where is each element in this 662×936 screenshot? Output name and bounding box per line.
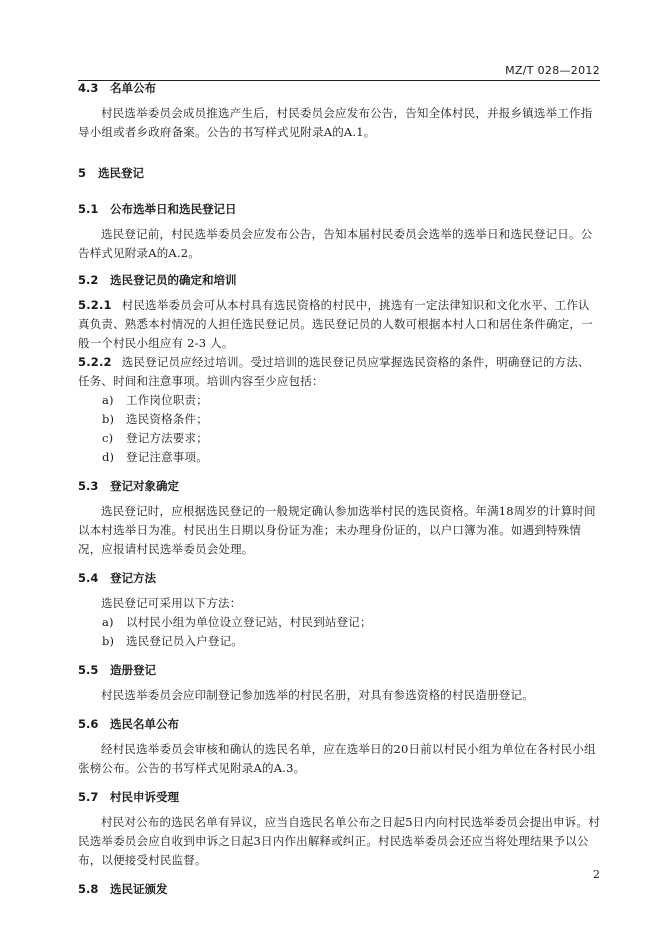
section-5-6-paragraph: 经村民选举委员会审核和确认的选民名单，应在选举日的20日前以村民小组为单位在各村民小组张榜公布。公告的书写样式见附录A的A.3。 [78,742,596,775]
section-5-6-heading [78,715,600,733]
section-number: 5.2 [78,273,99,287]
section-5-7-heading [78,788,600,806]
section-5-5-paragraph: 村民选举委员会应印制登记参加选举的村民名册，对具有参选资格的村民造册登记。 [101,688,534,702]
section-5-3-heading [78,477,600,495]
list-item: b) 选民登记员入户登记。 [102,634,243,648]
section-title: 登记方法 [110,571,156,585]
section-5-8-heading [78,880,600,898]
clause-text: 村民选举委员会可从本村具有选民资格的村民中，挑选有一定法律知识和文化水平、工作认真负责、熟悉本村情况的人担任选民登记员。选民登记员的人数可根据本村人口和居住条件确定，一般一个村民小组应有 2-3 人。 [78,298,593,350]
section-5-2-heading [78,271,600,289]
clause-5-2-2 [78,353,600,391]
section-5-1-paragraph: 选民登记前，村民选举委员会应发布公告，告知本届村民委员会选举的选举日和选民登记日。公告样式见附录A的A.2。 [78,227,593,260]
section-title: 造册登记 [110,663,156,677]
page-number: 2 [593,868,600,881]
section-number: 5.8 [78,882,99,896]
list-item: b) 选民资格条件； [102,412,208,426]
section-number: 5 [78,166,87,180]
section-title: 公布选举日和选民登记日 [110,202,237,216]
list-item: a) 工作岗位职责； [102,393,208,407]
section-number: 4.3 [78,81,99,95]
section-title: 登记对象确定 [110,479,179,493]
list-item: d) 登记注意事项。 [102,450,208,464]
section-5-heading [78,164,600,182]
section-number: 5.4 [78,571,99,585]
section-5-4-intro: 选民登记可采用以下方法： [101,596,242,610]
section-number: 5.5 [78,663,99,677]
section-4-3-heading [78,79,600,97]
document-code: MZ/T 028—2012 [505,64,600,77]
section-title: 选民登记 [98,166,144,180]
list-item: a) 以村民小组为单位设立登记站，村民到站登记； [102,615,372,629]
section-5-4-heading [78,569,600,587]
section-5-1-heading [78,200,600,218]
section-title: 村民申诉受理 [110,790,179,804]
section-4-3-paragraph: 村民选举委员会成员推选产生后，村民委员会应发布公告，告知全体村民，并报乡镇选举工作指导小组或者乡政府备案。公告的书写样式见附录A的A.1。 [78,106,593,139]
section-title: 选民证颁发 [110,882,168,896]
clause-number: 5.2.1 [78,298,112,312]
section-title: 名单公布 [110,81,156,95]
section-number: 5.7 [78,790,99,804]
section-5-7-paragraph: 村民对公布的选民名单有异议，应当自选民名单公布之日起5日内向村民选举委员会提出申诉。村民选举委员会应自收到申诉之日起3日内作出解释或纠正。村民选举委员会还应当将处理结果予以公布，以便接受村民监督。 [78,815,600,867]
section-title: 选民登记员的确定和培训 [110,273,237,287]
clause-text: 选民登记员应经过培训。受过培训的选民登记员应掌握选民资格的条件，明确登记的方法、任务、时间和注意事项。培训内容至少应包括： [78,355,590,388]
section-number: 5.1 [78,202,99,216]
section-5-3-paragraph: 选民登记时，应根据选民登记的一般规定确认参加选举村民的选民资格。年满18周岁的计算时间以本村选举日为准。村民出生日期以身份证为准；未办理身份证的，以户口簿为准。如遇到特殊情况，应报请村民选举委员会处理。 [78,504,596,556]
section-number: 5.6 [78,717,99,731]
section-5-5-heading [78,661,600,679]
list-item: c) 登记方法要求； [102,431,208,445]
document-body [78,79,600,898]
clause-5-2-1 [78,296,600,353]
section-number: 5.3 [78,479,99,493]
section-title: 选民名单公布 [110,717,179,731]
clause-number: 5.2.2 [78,355,112,369]
